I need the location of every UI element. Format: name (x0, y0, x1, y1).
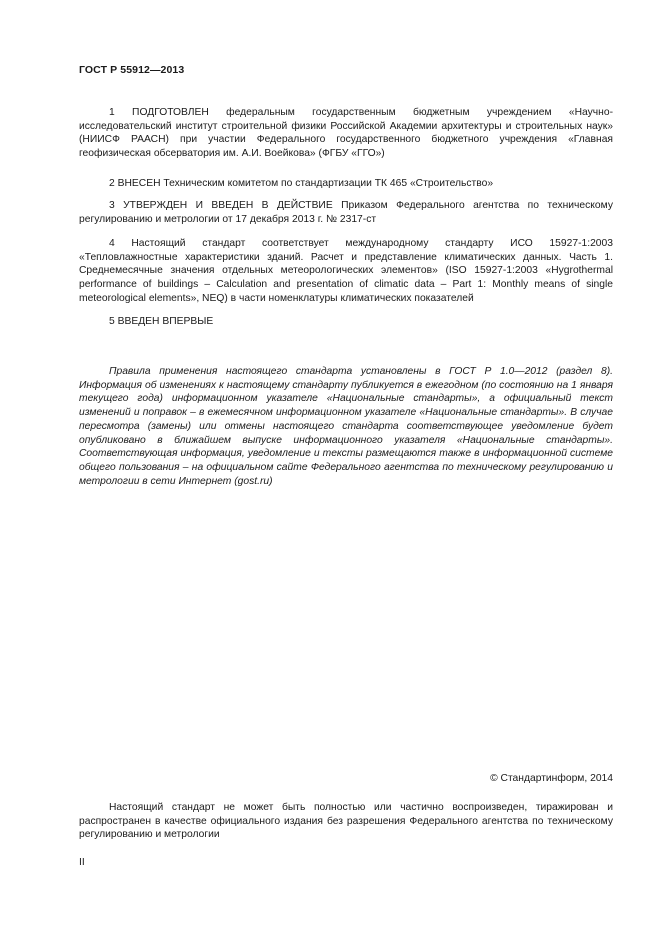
standard-designation: ГОСТ Р 55912—2013 (79, 64, 185, 76)
preface-item-2: 2 ВНЕСЕН Техническим комитетом по стандартизации ТК 465 «Строительство» (109, 178, 494, 189)
reproduction-notice: Настоящий стандарт не может быть полностью или частично воспроизведен, тиражирован и распространен в качестве официального издания без разрешения Федерального агентства по техническому регулированию и метрологии (79, 802, 613, 841)
preface-item-1: 1 ПОДГОТОВЛЕН федеральным государственным бюджетным учреждением «Научно-исследовательский институт строительной физики Российской Академии архитектуры и строительных наук» (НИИСФ РААСН) при участии Федерального государственного бюджетного учреждения «Главная геофизическая обсерватория им. А.И. Воейкова» (ФГБУ «ГГО») (79, 107, 613, 160)
preface-item-5: 5 ВВЕДЕН ВПЕРВЫЕ (109, 316, 214, 327)
copyright-notice: © Стандартинформ, 2014 (490, 773, 613, 784)
preface-item-3: 3 УТВЕРЖДЕН И ВВЕДЕН В ДЕЙСТВИЕ Приказом Федерального агентства по техническому регулированию и метрологии от 17 декабря 2013 г. № 2317-ст (79, 200, 613, 225)
page-number: II (79, 857, 85, 868)
application-rules-notice: Правила применения настоящего стандарта установлены в ГОСТ Р 1.0—2012 (раздел 8). Информация об изменениях к настоящему стандарту публикуется в ежегодном (по состоянию на 1 января текущего года) информационном указателе «Национальные стандарты», а официальный текст изменений и поправок – в ежемесячном информационном указателе «Национальные стандарты». В случае пересмотра (замены) или отмены настоящего стандарта соответствующее уведомление будет опубликовано в ближайшем выпуске информационного указателя «Национальные стандарты». Соответствующая информация, уведомление и тексты размещаются также в информационной системе общего пользования – на официальном сайте Федерального агентства по техническому регулированию и метрологии в сети Интернет (gost.ru) (79, 366, 613, 487)
preface-item-4: 4 Настоящий стандарт соответствует международному стандарту ИСО 15927-1:2003 «Тепловлажностные характеристики зданий. Расчет и представление климатических данных. Часть 1. Среднемесячные значения отдельных метеорологических элементов» (ISO 15927-1:2003 «Hygrothermal performance of buildings – Calculation and presentation of climatic data – Part 1: Monthly means of single meteorological elements», NEQ) в части номенклатуры климатических показателей (79, 238, 613, 304)
